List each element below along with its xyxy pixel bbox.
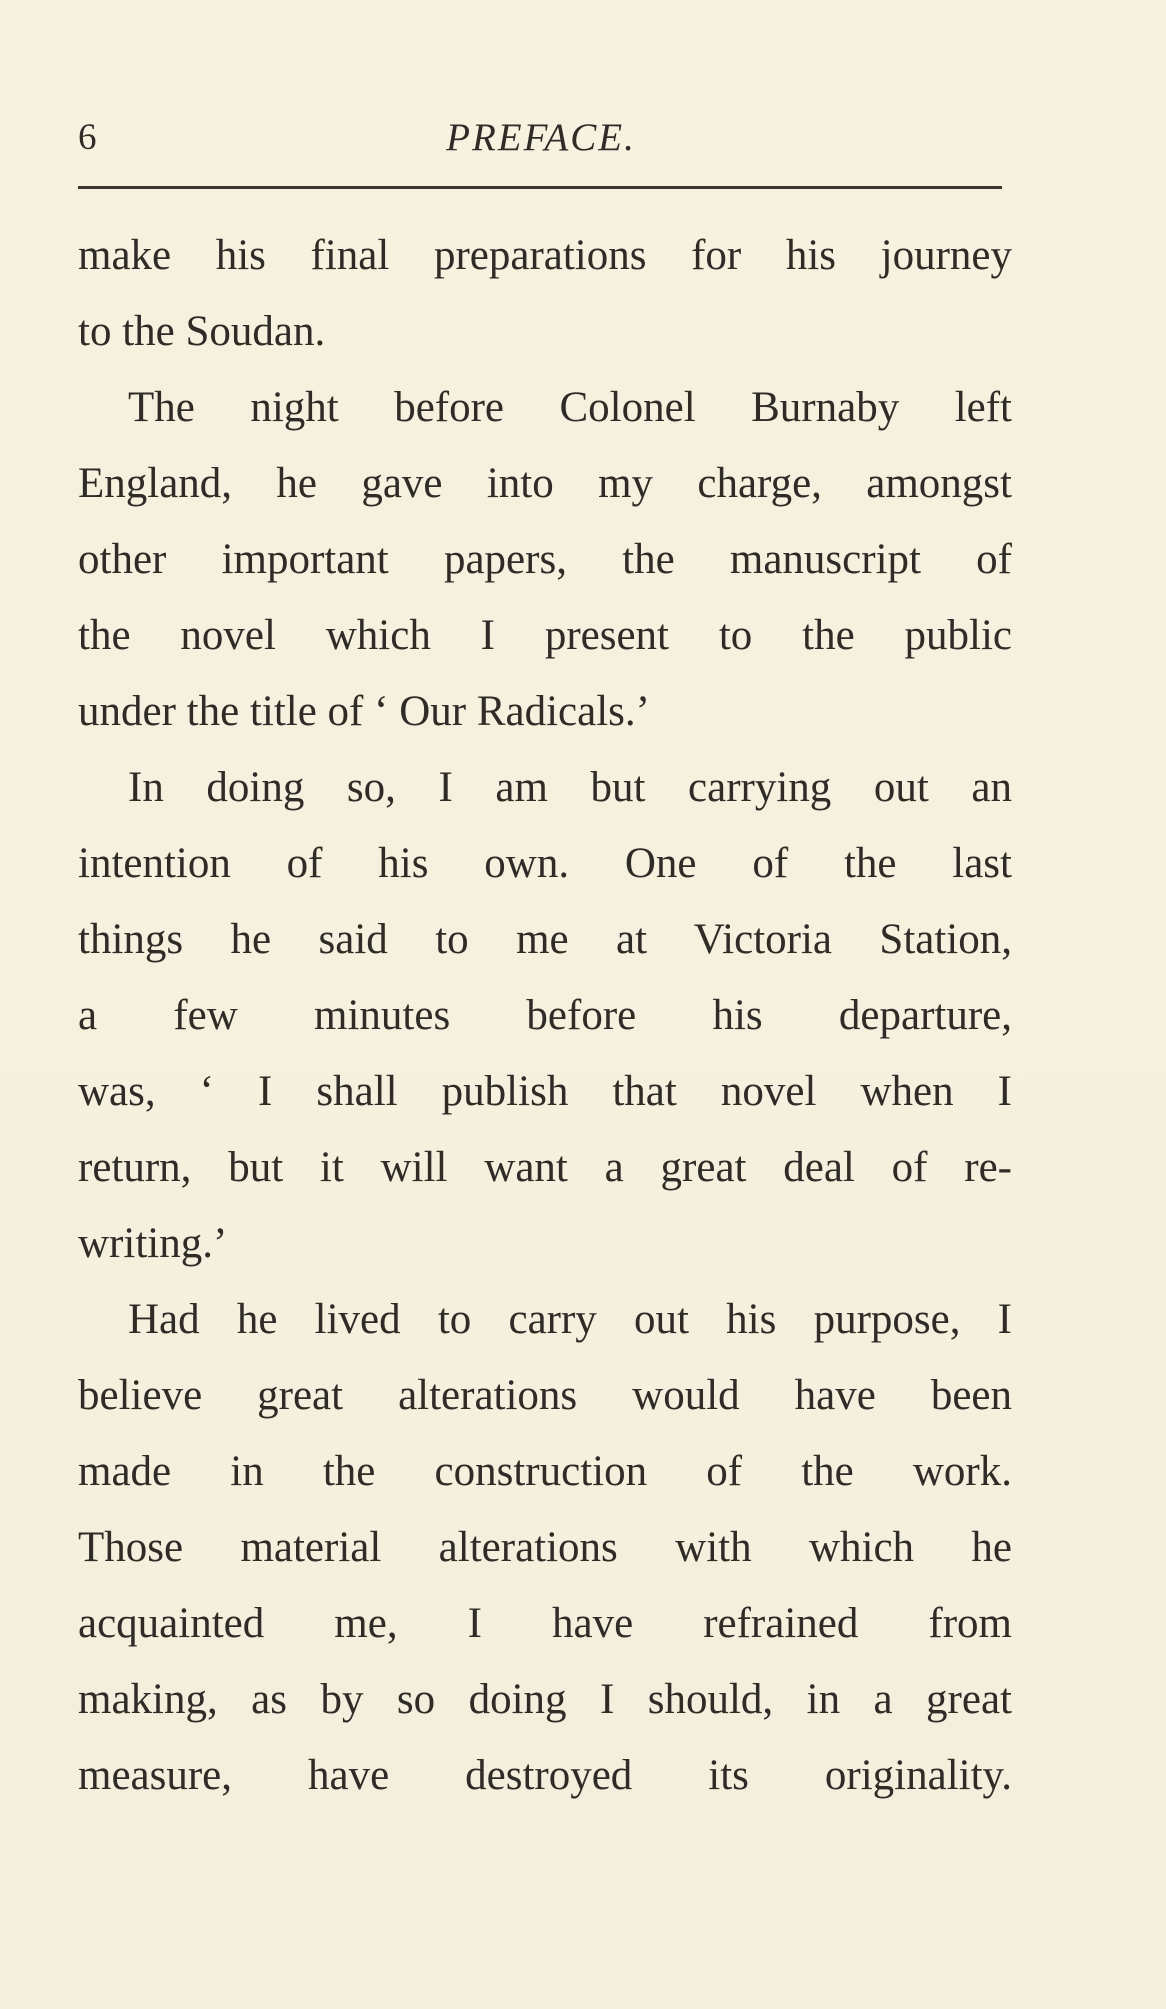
text-line: intention of his own. One of the last xyxy=(78,840,1012,887)
text-line: other important papers, the manuscript of xyxy=(78,536,1012,583)
text-line: things he said to me at Victoria Station, xyxy=(78,916,1012,963)
text-line: believe great alterations would have been xyxy=(78,1372,1012,1419)
page-number: 6 xyxy=(78,117,98,158)
text-line: Had he lived to carry out his purpose, I xyxy=(128,1296,1012,1343)
text-line: acquainted me, I have refrained from xyxy=(78,1600,1012,1647)
text-line: return, but it will want a great deal of re- xyxy=(78,1144,1012,1191)
text-line: made in the construction of the work. xyxy=(78,1448,1012,1495)
page-header xyxy=(78,112,1004,164)
text-line: England, he gave into my charge, amongst xyxy=(78,460,1012,507)
text-line: making, as by so doing I should, in a great xyxy=(78,1676,1012,1723)
header-rule xyxy=(78,186,1002,189)
text-line: In doing so, I am but carrying out an xyxy=(128,764,1012,811)
text-line: measure, have destroyed its originality. xyxy=(78,1752,1012,1799)
text-line: under the title of ‘ Our Radicals.’ xyxy=(78,688,650,735)
text-line: make his final preparations for his journey xyxy=(78,232,1012,279)
text-line: to the Soudan. xyxy=(78,308,326,355)
body-text xyxy=(78,218,1012,1814)
text-line: The night before Colonel Burnaby left xyxy=(128,384,1012,431)
text-line: Those material alterations with which he xyxy=(78,1524,1012,1571)
running-title: PREFACE. xyxy=(446,116,636,159)
text-line: writing.’ xyxy=(78,1220,228,1267)
text-line: was, ‘ I shall publish that novel when I xyxy=(78,1068,1012,1115)
text-line: the novel which I present to the public xyxy=(78,612,1012,659)
text-line: a few minutes before his departure, xyxy=(78,992,1012,1039)
